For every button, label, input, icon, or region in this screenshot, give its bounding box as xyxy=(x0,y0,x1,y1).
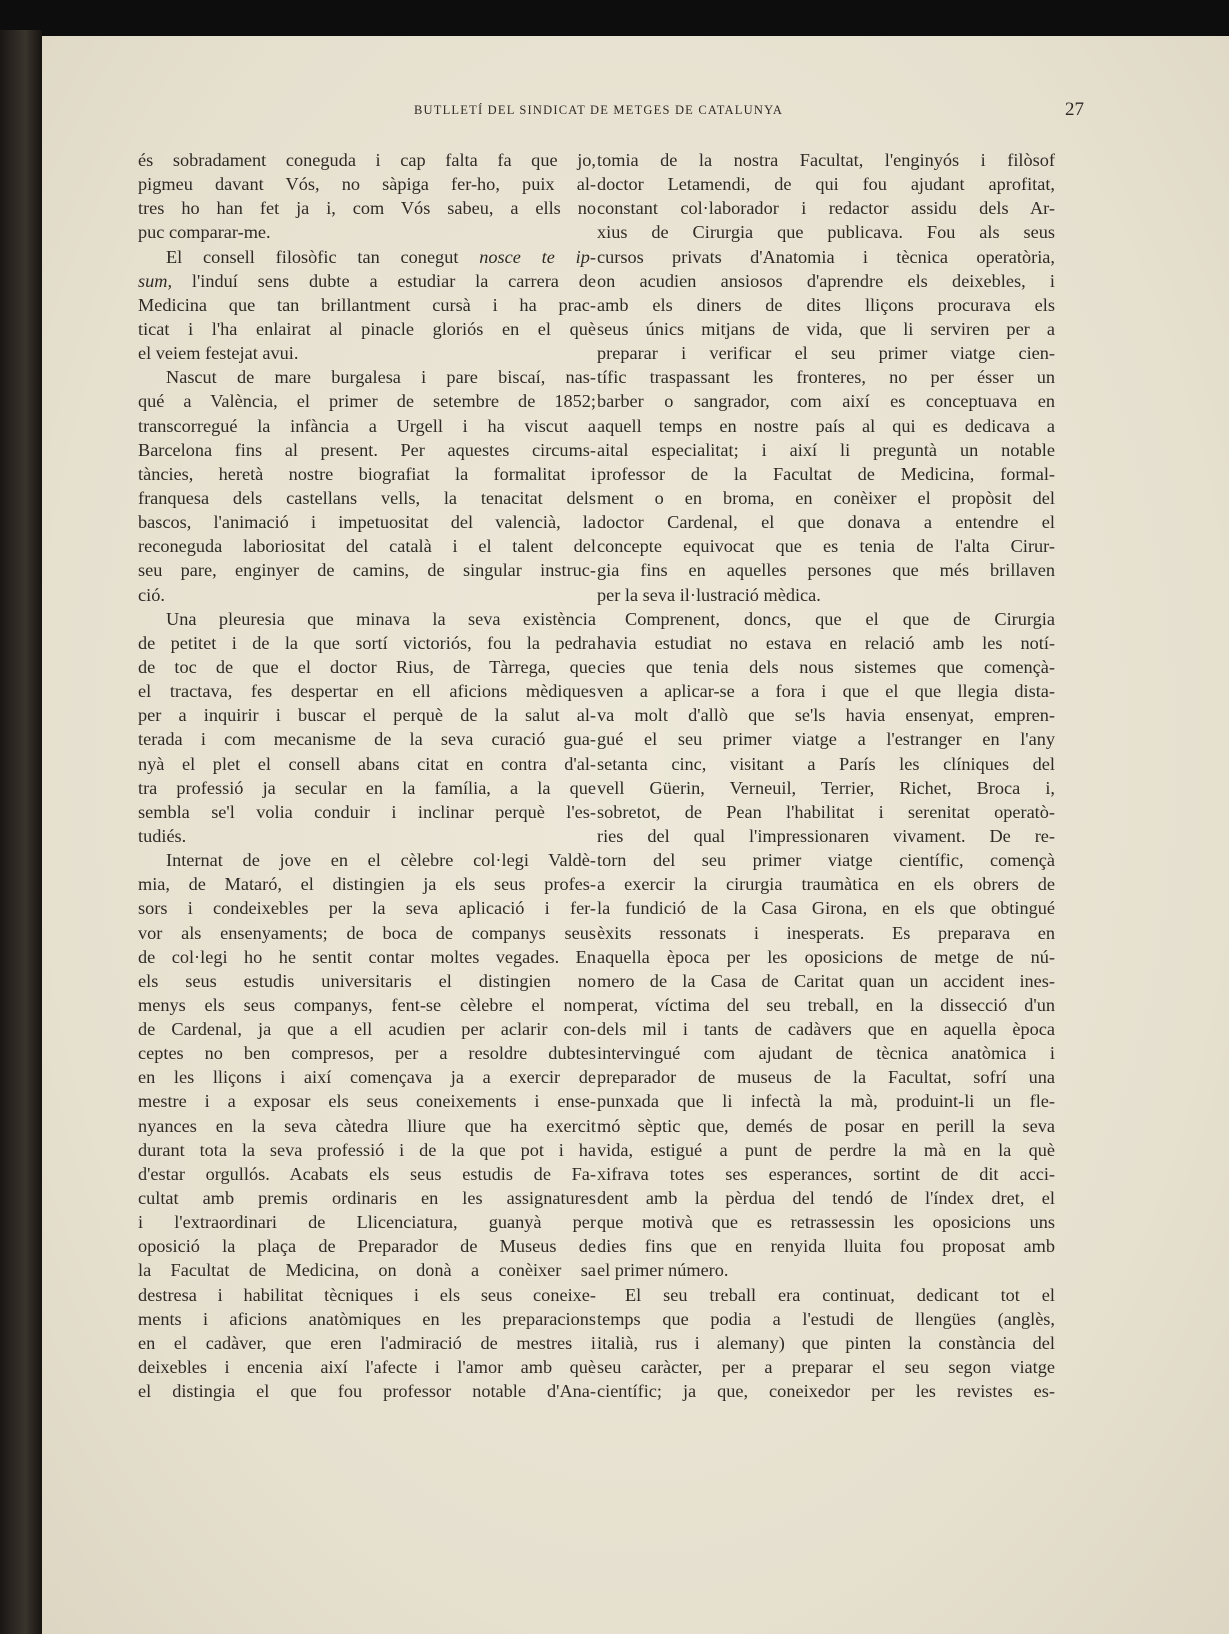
text-segment: seu caràcter, per a preparar el seu segon viatge xyxy=(597,1357,1055,1378)
text-segment: és sobradament coneguda i cap falta fa que jo, xyxy=(138,150,596,170)
text-segment: Una pleuresia que minava la seva existència xyxy=(166,608,596,629)
text-line xyxy=(138,510,596,534)
text-line xyxy=(138,438,596,462)
running-title: BUTLLETÍ DEL SINDICAT DE METGES DE CATALUNYA xyxy=(414,103,784,117)
text-segment: el tractava, fes despertar en ell aficions mèdiques xyxy=(138,681,596,702)
text-segment: El consell filosòfic tan conegut xyxy=(166,246,480,267)
text-line xyxy=(138,245,596,269)
text-line xyxy=(597,1307,1055,1331)
text-line xyxy=(597,462,1055,486)
text-line xyxy=(597,1355,1055,1379)
text-segment: preparar i verificar el seu primer viatge cien- xyxy=(597,343,1055,364)
text-line xyxy=(597,534,1055,558)
text-segment: Internat de jove en el cèlebre col·legi Valdè- xyxy=(166,850,596,871)
text-segment: de petitet i de la que sortí victoriós, fou la pedra xyxy=(138,632,596,653)
text-segment: constant col·laborador i redactor assidu dels Ar- xyxy=(597,198,1055,219)
text-line xyxy=(138,679,596,703)
text-segment: el primer número. xyxy=(597,1260,729,1281)
text-line xyxy=(597,1186,1055,1210)
text-segment: l'induí sens dubte a estudiar la carrera de xyxy=(172,270,596,291)
text-line xyxy=(597,1041,1055,1065)
text-line xyxy=(138,389,596,413)
text-segment: mia, de Mataró, el distingien ja els seus profes- xyxy=(138,874,596,895)
text-segment: tres ho han fet ja i, com Vós sabeu, a ells no xyxy=(138,198,596,219)
text-segment: nyà el plet el consell abans citat en contra d'al- xyxy=(138,753,596,774)
text-line xyxy=(138,1379,596,1403)
text-segment: concepte equivocat que es tenia de l'alta Cirur- xyxy=(597,536,1055,557)
text-line xyxy=(597,172,1055,196)
text-segment: ries del qual l'impressionaren vivament. De re- xyxy=(597,825,1055,846)
text-line xyxy=(597,293,1055,317)
text-line xyxy=(138,583,596,607)
text-line xyxy=(597,703,1055,727)
text-line xyxy=(597,679,1055,703)
text-line xyxy=(138,534,596,558)
text-segment: i l'extraordinari de Llicenciatura, guanyà per xyxy=(138,1212,596,1233)
text-segment: preparador de museus de la Facultat, sofrí una xyxy=(597,1067,1055,1088)
text-line xyxy=(138,341,596,365)
text-line xyxy=(138,1355,596,1379)
text-line xyxy=(597,510,1055,534)
text-line xyxy=(597,1089,1055,1113)
text-segment: doctor Cardenal, el que donava a entendre el xyxy=(597,512,1055,533)
text-segment: oposició la plaça de Preparador de Museus de xyxy=(138,1236,596,1257)
text-line xyxy=(138,269,596,293)
text-segment: gué el seu primer viatge a l'estranger en l'any xyxy=(597,729,1055,750)
text-segment: nyances en la seva càtedra lliure que ha exercit xyxy=(138,1115,596,1136)
text-line xyxy=(597,1210,1055,1234)
text-segment: per a inquirir i buscar el perquè de la salut al- xyxy=(138,705,596,726)
text-column-right xyxy=(597,148,1055,1403)
text-segment: reconeguda laboriositat del català i el talent del xyxy=(138,536,596,557)
text-segment: perat, víctima del seu treball, en la dissecció d'un xyxy=(597,994,1055,1015)
text-line xyxy=(138,896,596,920)
text-segment: tàncies, heretà nostre biografiat la formalitat i xyxy=(138,463,596,484)
text-line xyxy=(138,655,596,679)
text-segment: en les lliçons i així començava ja a exercir de xyxy=(138,1067,596,1088)
text-segment: a exercir la cirurgia traumàtica en els obrers de xyxy=(597,874,1055,895)
text-segment: durant tota la seva professió i de la que pot i ha xyxy=(138,1139,596,1160)
text-segment: cursos privats d'Anatomia i tècnica operatòria, xyxy=(597,246,1055,267)
text-line xyxy=(138,1186,596,1210)
text-segment: ceptes no ben compresos, per a resoldre dubtes xyxy=(138,1043,596,1064)
text-line xyxy=(138,414,596,438)
document-page xyxy=(42,36,1229,1634)
text-line xyxy=(138,196,596,220)
text-line xyxy=(597,558,1055,582)
text-segment: aquell temps en nostre país al qui es dedicava a xyxy=(597,415,1055,436)
text-segment: seus únics mitjans de vida, que li serviren per a xyxy=(597,318,1055,339)
text-segment: havia estudiat no estava en relació amb les notí- xyxy=(597,632,1055,653)
text-line xyxy=(597,1017,1055,1041)
text-segment: en el cadàver, que eren l'admiració de mestres i xyxy=(138,1332,596,1353)
text-line xyxy=(138,1017,596,1041)
text-line xyxy=(597,945,1055,969)
text-segment: Nascut de mare burgalesa i pare biscaí, nas- xyxy=(166,367,596,388)
text-segment: barber o sangrador, com així es conceptuava en xyxy=(597,391,1055,412)
text-segment: d'estar orgullós. Acabats els seus estudis de Fa- xyxy=(138,1163,596,1184)
text-segment: gia fins en aquelles persones que més brillaven xyxy=(597,560,1055,581)
text-segment: mó sèptic que, demés de posar en perill la seva xyxy=(597,1115,1055,1136)
text-segment: dies fins que en renyida lluita fou proposat amb xyxy=(597,1236,1055,1257)
text-line xyxy=(138,1258,596,1282)
text-segment: sembla se'l volia conduir i inclinar perquè l'es- xyxy=(138,801,596,822)
text-line xyxy=(597,752,1055,776)
text-segment: la Facultat de Medicina, on donà a conèixer sa xyxy=(138,1260,596,1281)
text-segment: va molt d'allò que se'ls havia ensenyat, empren- xyxy=(597,705,1055,726)
text-line xyxy=(597,414,1055,438)
text-line xyxy=(138,1331,596,1355)
text-segment: èxits ressonats i inesperats. Es preparava en xyxy=(597,922,1055,943)
text-line xyxy=(138,703,596,727)
text-segment: seu pare, enginyer de camins, de singular instruc- xyxy=(138,560,596,581)
text-segment: de Cardenal, ja que a ell acudien per aclarir con- xyxy=(138,1019,596,1040)
text-segment: tífic traspassant les fronteres, no per ésser un xyxy=(597,367,1055,388)
text-segment: bascos, l'animació i impetuositat del valencià, la xyxy=(138,512,596,533)
text-line xyxy=(138,317,596,341)
text-segment: mestre i a exposar els seus coneixements i ense- xyxy=(138,1091,596,1112)
text-line xyxy=(138,1234,596,1258)
text-segment: dels mil i tants de cadàvers que en aquella època xyxy=(597,1019,1055,1040)
text-segment: sors i condeixebles per la seva aplicació i fer- xyxy=(138,898,596,919)
text-segment: Barcelona fins al present. Per aquestes circums- xyxy=(138,439,596,460)
text-line xyxy=(597,1234,1055,1258)
text-segment: mero de la Casa de Caritat quan un accident ines- xyxy=(597,970,1055,991)
text-line xyxy=(138,848,596,872)
text-line xyxy=(597,896,1055,920)
text-line xyxy=(138,969,596,993)
text-segment: terada i com mecanisme de la seva curació gua- xyxy=(138,729,596,750)
text-segment: punxada que li infectà la mà, produint-li un fle- xyxy=(597,1091,1055,1112)
text-line xyxy=(138,172,596,196)
text-line xyxy=(597,389,1055,413)
text-segment: destresa i habilitat tècniques i els seus coneixe- xyxy=(138,1284,596,1305)
text-line xyxy=(597,365,1055,389)
text-line xyxy=(138,1307,596,1331)
text-line xyxy=(597,1162,1055,1186)
text-segment: El seu treball era continuat, dedicant tot el xyxy=(625,1284,1055,1305)
scan-book-edge xyxy=(0,30,42,1634)
text-segment: ticat i l'ha enlairat al pinacle gloriós en el què xyxy=(138,318,596,339)
text-segment: el distingia el que fou professor notable d'Ana- xyxy=(138,1381,596,1402)
text-line xyxy=(138,148,596,172)
text-line xyxy=(597,1283,1055,1307)
text-segment: xifrava totes ses esperances, sortint de dit acci- xyxy=(597,1163,1055,1184)
text-line xyxy=(138,631,596,655)
text-line xyxy=(138,293,596,317)
text-segment: tomia de la nostra Facultat, l'enginyós i filòsof xyxy=(597,150,1055,170)
latin-phrase: nosce te ip- xyxy=(479,246,596,267)
text-line xyxy=(597,1065,1055,1089)
text-segment: els seus estudis universitaris el distingien no xyxy=(138,970,596,991)
text-line xyxy=(597,824,1055,848)
text-segment: professor de la Facultat de Medicina, formal- xyxy=(597,463,1055,484)
text-line xyxy=(138,607,596,631)
text-line xyxy=(138,945,596,969)
text-segment: que motivà que es retrassessin les oposicions uns xyxy=(597,1212,1055,1233)
text-segment: ments i aficions anatòmiques en les preparacions xyxy=(138,1308,596,1329)
text-segment: Comprenent, doncs, que el que de Cirurgia xyxy=(625,608,1055,629)
text-segment: intervingué com ajudant de tècnica anatòmica i xyxy=(597,1043,1055,1064)
text-segment: cultat amb premis ordinaris en les assignatures xyxy=(138,1188,596,1209)
text-line xyxy=(138,486,596,510)
text-segment: vida, estigué a punt de perdre la mà en la què xyxy=(597,1139,1055,1160)
text-line xyxy=(138,558,596,582)
text-segment: Medicina que tan brillantment cursà i ha prac- xyxy=(138,294,596,315)
text-segment: qué a València, el primer de setembre de 1852; xyxy=(138,391,596,412)
text-line xyxy=(597,341,1055,365)
text-segment: puc comparar-me. xyxy=(138,222,271,243)
text-line xyxy=(597,438,1055,462)
text-segment: ven a aplicar-se a fora i que el que llegia dista- xyxy=(597,681,1055,702)
text-segment: temps que podia a l'estudi de llengües (anglès, xyxy=(597,1308,1055,1329)
text-segment: vor als ensenyaments; de boca de companys seus xyxy=(138,922,596,943)
text-line xyxy=(138,1162,596,1186)
text-segment: pigmeu davant Vós, no sàpiga fer-ho, puix al- xyxy=(138,174,596,195)
text-line xyxy=(138,1065,596,1089)
text-segment: menys els seus companys, fent-se cèlebre el nom xyxy=(138,994,596,1015)
text-segment: italià, rus i alemany) que pinten la constància del xyxy=(597,1332,1055,1353)
text-segment: tra professió ja secular en la família, a la que xyxy=(138,777,596,798)
text-line xyxy=(138,1210,596,1234)
page-number: 27 xyxy=(1065,99,1084,120)
text-line xyxy=(597,1258,1055,1282)
text-line xyxy=(597,776,1055,800)
text-line xyxy=(138,1283,596,1307)
text-segment: de col·legi ho he sentit contar moltes vegades. En xyxy=(138,946,596,967)
text-segment: amb els diners de dites lliçons procurava els xyxy=(597,294,1055,315)
text-line xyxy=(597,486,1055,510)
text-line xyxy=(597,245,1055,269)
text-segment: sobretot, de Pean l'habilitat i serenitat operatò- xyxy=(597,801,1055,822)
text-line xyxy=(138,365,596,389)
text-line xyxy=(597,872,1055,896)
text-line xyxy=(138,727,596,751)
text-line xyxy=(597,196,1055,220)
text-segment: franquesa dels castellans vells, la tenacitat dels xyxy=(138,487,596,508)
text-line xyxy=(597,993,1055,1017)
latin-phrase: sum, xyxy=(138,270,173,291)
text-line xyxy=(597,607,1055,631)
text-line xyxy=(597,269,1055,293)
text-segment: científic; ja que, coneixedor per les revistes es- xyxy=(597,1381,1055,1402)
text-segment: per la seva il·lustració mèdica. xyxy=(597,584,821,605)
text-line xyxy=(597,220,1055,244)
text-line xyxy=(597,1331,1055,1355)
text-line xyxy=(138,1041,596,1065)
text-segment: xius de Cirurgia que publicava. Fou als seus xyxy=(597,222,1055,243)
text-line xyxy=(138,462,596,486)
text-line xyxy=(597,317,1055,341)
text-line xyxy=(138,776,596,800)
text-line xyxy=(138,993,596,1017)
text-segment: setanta cinc, visitant a París les clíniques del xyxy=(597,753,1055,774)
text-line xyxy=(597,1114,1055,1138)
text-segment: ment o en broma, en conèixer el propòsit del xyxy=(597,487,1055,508)
text-segment: on acudien ansiosos d'aprendre els deixebles, i xyxy=(597,270,1055,291)
text-segment: ció. xyxy=(138,584,165,605)
text-line xyxy=(138,1138,596,1162)
text-segment: deixebles i encenia així l'afecte i l'amor amb què xyxy=(138,1357,596,1378)
text-segment: aquella època per les oposicions de metge de nú- xyxy=(597,946,1055,967)
text-segment: dent amb la pèrdua del tendó de l'índex dret, el xyxy=(597,1188,1055,1209)
text-line xyxy=(597,583,1055,607)
text-line xyxy=(138,872,596,896)
text-segment: de toc de que el doctor Rius, de Tàrrega, que xyxy=(138,656,596,677)
text-line xyxy=(138,800,596,824)
text-line xyxy=(138,1089,596,1113)
text-segment: transcorregué la infància a Urgell i ha viscut a xyxy=(138,415,596,436)
text-line xyxy=(597,1138,1055,1162)
text-segment: vell Güerin, Verneuil, Terrier, Richet, Broca i, xyxy=(597,777,1055,798)
text-segment: el veiem festejat avui. xyxy=(138,343,299,364)
text-line xyxy=(138,824,596,848)
text-segment: la fundició de la Casa Girona, en els que obtingué xyxy=(597,898,1055,919)
text-segment: cies que tenia dels nous sistemes que començà- xyxy=(597,656,1055,677)
text-line xyxy=(138,752,596,776)
text-column-left xyxy=(138,148,596,1403)
text-line xyxy=(597,727,1055,751)
text-line xyxy=(138,1114,596,1138)
text-line xyxy=(597,800,1055,824)
text-line xyxy=(597,848,1055,872)
text-line xyxy=(597,655,1055,679)
text-line xyxy=(597,1379,1055,1403)
text-segment: tudiés. xyxy=(138,825,187,846)
text-line xyxy=(597,631,1055,655)
text-segment: doctor Letamendi, de qui fou ajudant aprofitat, xyxy=(597,174,1055,195)
text-segment: aital especialitat; i així li preguntà un notable xyxy=(597,439,1055,460)
text-line xyxy=(138,220,596,244)
text-line xyxy=(597,921,1055,945)
text-segment: torn del seu primer viatge científic, començà xyxy=(597,850,1055,871)
text-line xyxy=(597,969,1055,993)
text-line xyxy=(138,921,596,945)
text-line xyxy=(597,148,1055,172)
